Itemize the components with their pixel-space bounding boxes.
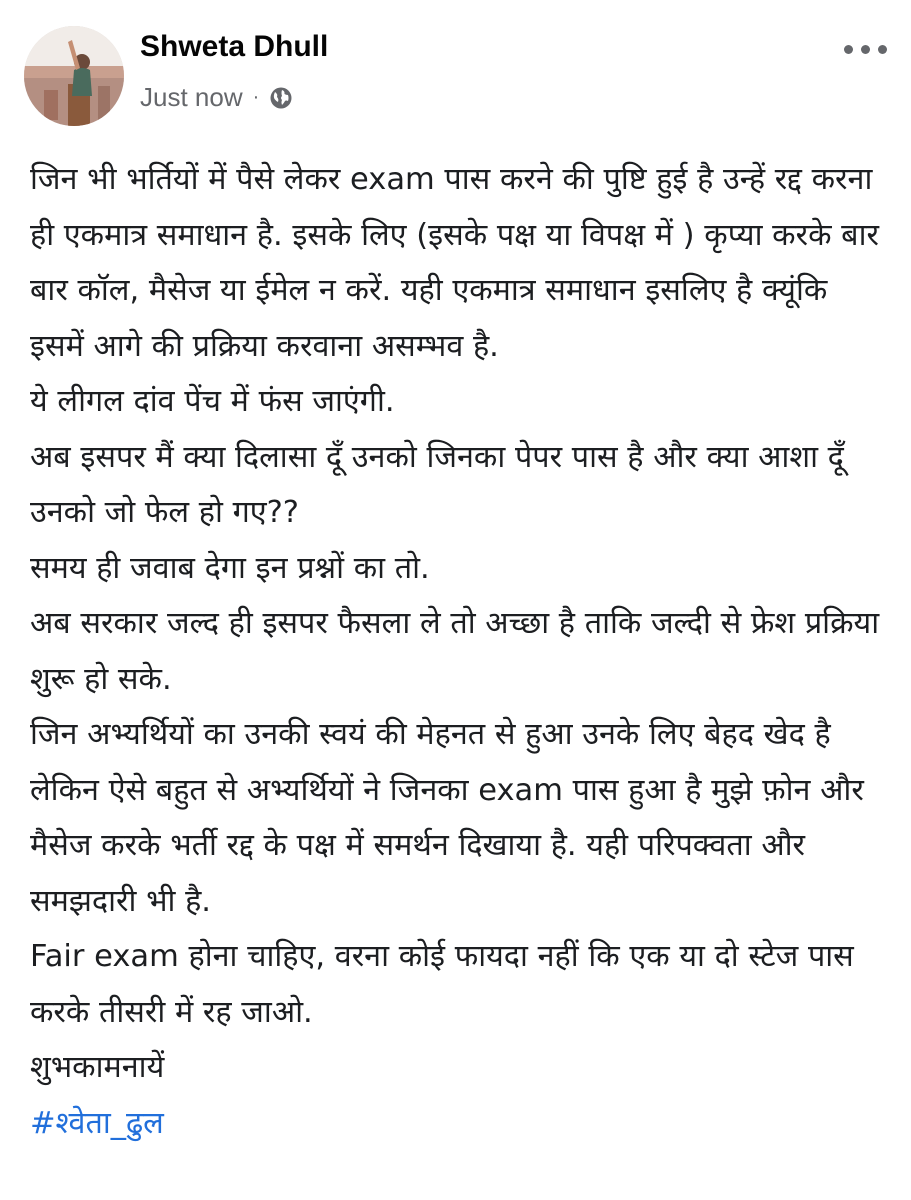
- more-options-icon[interactable]: [827, 34, 887, 64]
- globe-icon[interactable]: [269, 86, 293, 110]
- post-paragraph: जिन अभ्यर्थियों का उनकी स्वयं की मेहनत से हुआ उनके लिए बेहद खेद है लेकिन ऐसे बहुत से अभ्यर्थियों ने जिनका exam पास हुआ है मुझे फ़ोन और मैसेज करके भर्ती रद्द के पक्ष में समर्थन दिखाया है. यही परिपक्वता और समझदारी भी है.: [30, 717, 864, 919]
- post-paragraph: Fair exam होना चाहिए, वरना कोई फायदा नहीं कि एक या दो स्टेज पास करके तीसरी में रह जाओ.: [30, 939, 854, 1030]
- avatar-photo: [24, 26, 124, 126]
- post-paragraph: अब इसपर मैं क्या दिलासा दूँ उनको जिनका पेपर पास है और क्या आशा दूँ उनको जो फेल हो गए??: [30, 439, 844, 530]
- post-paragraph: ये लीगल दांव पेंच में फंस जाएंगी.: [30, 384, 395, 419]
- avatar[interactable]: [24, 26, 124, 126]
- post-paragraph: शुभकामनायें: [30, 1050, 165, 1085]
- post-paragraph: समय ही जवाब देगा इन प्रश्नों का तो.: [30, 550, 430, 586]
- author-name[interactable]: Shweta Dhull: [140, 30, 329, 63]
- hashtag-link[interactable]: #श्वेता_ढुल: [30, 1105, 164, 1141]
- post-paragraph: अब सरकार जल्द ही इसपर फैसला ले तो अच्छा है ताकि जल्दी से फ्रेश प्रक्रिया शुरू हो सके.: [30, 606, 880, 697]
- post-meta: [140, 82, 293, 113]
- post-body: [30, 152, 890, 1151]
- post-timestamp[interactable]: Just now: [140, 82, 243, 112]
- meta-separator: ·: [252, 86, 260, 108]
- post-header: [24, 26, 887, 126]
- post-paragraph: जिन भी भर्तियों में पैसे लेकर exam पास करने की पुष्टि हुई है उन्हें रद्द करना ही एकमात्र समाधान है. इसके लिए (इसके पक्ष या विपक्ष में ) कृप्या करके बार बार कॉल, मैसेज या ईमेल न करें. यही एकमात्र समाधान इसलिए है क्यूंकि इसमें आगे की प्रक्रिया करवाना असम्भव है.: [30, 162, 879, 364]
